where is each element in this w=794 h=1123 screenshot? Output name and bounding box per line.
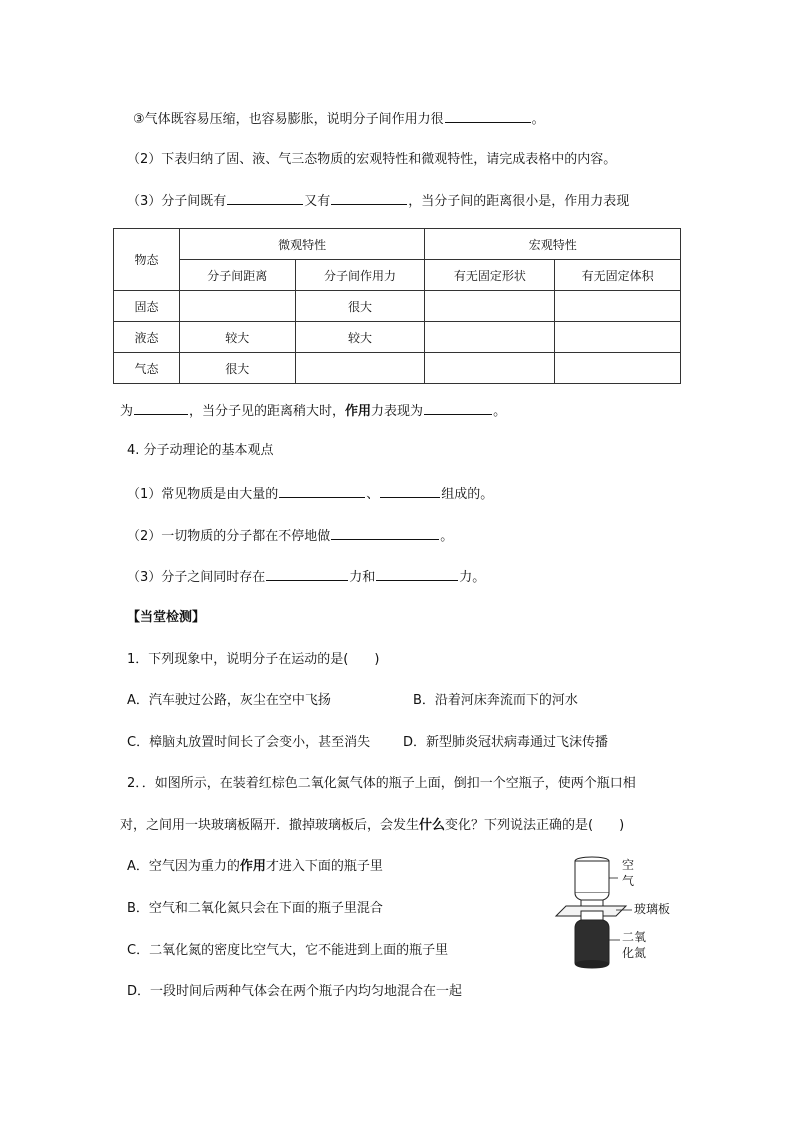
p3-suffix: ，当分子间的距离很小是，作用力表现 xyxy=(408,194,630,209)
q2-stem2-a: 对，之间用一块玻璃板隔开．撤掉玻璃板后，会发生 xyxy=(120,818,420,833)
circled-marker: ③ xyxy=(133,112,145,127)
table-row xyxy=(114,353,681,384)
table-cell[interactable] xyxy=(555,353,681,384)
section4-item3 xyxy=(127,567,485,587)
table-row xyxy=(114,291,681,322)
answer-blank[interactable] xyxy=(445,109,531,123)
q3-intro-text: 气体既容易压缩，也容易膨胀，说明分子间作用力很 xyxy=(144,112,444,127)
item2-suffix: 。 xyxy=(440,529,454,544)
states-table xyxy=(113,228,681,384)
figure-label-no2-1: 二氧 xyxy=(622,930,647,944)
item2-prefix: （2）一切物质的分子都在不停地做 xyxy=(127,529,331,544)
p3-mid: 又有 xyxy=(304,194,331,209)
section4-item2 xyxy=(127,526,453,546)
q2-a-pre: A．空气因为重力的 xyxy=(127,859,240,874)
answer-blank[interactable] xyxy=(376,567,458,581)
figure-label-air-1: 空 xyxy=(622,858,635,872)
item1-suffix: 组成的。 xyxy=(441,487,494,502)
table-cell[interactable]: 很大 xyxy=(295,291,425,322)
item1-sep: 、 xyxy=(366,487,380,502)
q1-option-c[interactable]: C．樟脑丸放置时间长了会变小，甚至消失 xyxy=(127,735,371,750)
table-cell[interactable] xyxy=(425,353,555,384)
table-cell[interactable]: 较大 xyxy=(179,322,295,353)
q2-a-bold: 作用 xyxy=(239,859,266,874)
p3-cont-mid: ，当分子见的距离稍大时， xyxy=(189,404,346,419)
table-cell[interactable] xyxy=(425,291,555,322)
table-subheader: 有无固定形状 xyxy=(425,260,555,291)
table-cell[interactable]: 较大 xyxy=(295,322,425,353)
q2-option-a[interactable] xyxy=(127,858,383,876)
q3-intro-line xyxy=(133,109,545,129)
q3-intro-end: 。 xyxy=(531,112,545,127)
figure-label-air-2: 气 xyxy=(622,874,635,888)
answer-blank[interactable] xyxy=(134,401,188,415)
figure-label-no2-2: 化氮 xyxy=(622,946,647,960)
table-subheader: 分子间距离 xyxy=(179,260,295,291)
p3-line xyxy=(127,191,629,211)
item3-prefix: （3）分子之间同时存在 xyxy=(127,570,266,585)
q2-stem2-b: 什么 xyxy=(419,818,446,833)
table-header-macro: 宏观特性 xyxy=(425,229,681,260)
q2-stem-line2 xyxy=(120,817,624,835)
q1-option-d[interactable]: D．新型肺炎冠状病毒通过飞沫传播 xyxy=(403,735,609,750)
table-subheader: 分子间作用力 xyxy=(295,260,425,291)
p3-cont-bold: 作用 xyxy=(345,404,372,419)
q2-stem-line1: 2．．如图所示，在装着红棕色二氧化氮气体的瓶子上面，倒扣一个空瓶子，使两个瓶口相 xyxy=(127,776,636,791)
table-subheader: 有无固定体积 xyxy=(555,260,681,291)
q1-option-b[interactable]: B．沿着河床奔流而下的河水 xyxy=(413,693,578,708)
bottles-figure xyxy=(552,850,682,975)
q1-option-a[interactable]: A．汽车驶过公路，灰尘在空中飞扬 xyxy=(127,693,331,708)
table-cell[interactable] xyxy=(555,291,681,322)
item3-mid: 力和 xyxy=(349,570,376,585)
p3-prefix: （3）分子间既有 xyxy=(127,194,227,209)
table-cell-state: 气态 xyxy=(114,353,180,384)
table-cell-state: 液态 xyxy=(114,322,180,353)
q2-stem2-c: 变化？下列说法正确的是( ) xyxy=(445,818,625,833)
q2-option-c[interactable]: C．二氧化氮的密度比空气大，它不能进到上面的瓶子里 xyxy=(127,943,449,958)
p2-line xyxy=(127,151,616,169)
q1-stem: 1．下列现象中，说明分子在运动的是( ) xyxy=(127,652,380,667)
check-heading: 【当堂检测】 xyxy=(127,610,206,625)
figure-label-glass: 玻璃板 xyxy=(634,902,671,916)
table-cell[interactable]: 很大 xyxy=(179,353,295,384)
table-header-micro: 微观特性 xyxy=(179,229,425,260)
answer-blank[interactable] xyxy=(380,484,440,498)
table-cell-state: 固态 xyxy=(114,291,180,322)
answer-blank[interactable] xyxy=(227,191,303,205)
p2-text: （2）下表归纳了固、液、气三态物质的宏观特性和微观特性，请完成表格中的内容。 xyxy=(127,152,617,167)
answer-blank[interactable] xyxy=(266,567,348,581)
table-cell[interactable] xyxy=(555,322,681,353)
p3-cont-line xyxy=(120,401,506,421)
answer-blank[interactable] xyxy=(279,484,365,498)
table-header-state: 物态 xyxy=(114,229,180,291)
table-row xyxy=(114,322,681,353)
item3-suffix: 力。 xyxy=(459,570,486,585)
q2-option-d[interactable]: D．一段时间后两种气体会在两个瓶子内均匀地混合在一起 xyxy=(127,984,463,999)
answer-blank[interactable] xyxy=(424,401,492,415)
answer-blank[interactable] xyxy=(331,191,407,205)
p3-cont-mid2: 力表现为 xyxy=(371,404,424,419)
p3-cont-prefix: 为 xyxy=(120,404,134,419)
section4-item1 xyxy=(127,484,493,504)
table-cell[interactable] xyxy=(179,291,295,322)
answer-blank[interactable] xyxy=(331,526,439,540)
p3-cont-end: 。 xyxy=(493,404,507,419)
q2-a-post: 才进入下面的瓶子里 xyxy=(265,859,383,874)
section4-title: 4. 分子动理论的基本观点 xyxy=(127,443,274,458)
q2-option-b[interactable]: B．空气和二氧化氮只会在下面的瓶子里混合 xyxy=(127,901,383,916)
table-cell[interactable] xyxy=(295,353,425,384)
item1-prefix: （1）常见物质是由大量的 xyxy=(127,487,279,502)
table-cell[interactable] xyxy=(425,322,555,353)
